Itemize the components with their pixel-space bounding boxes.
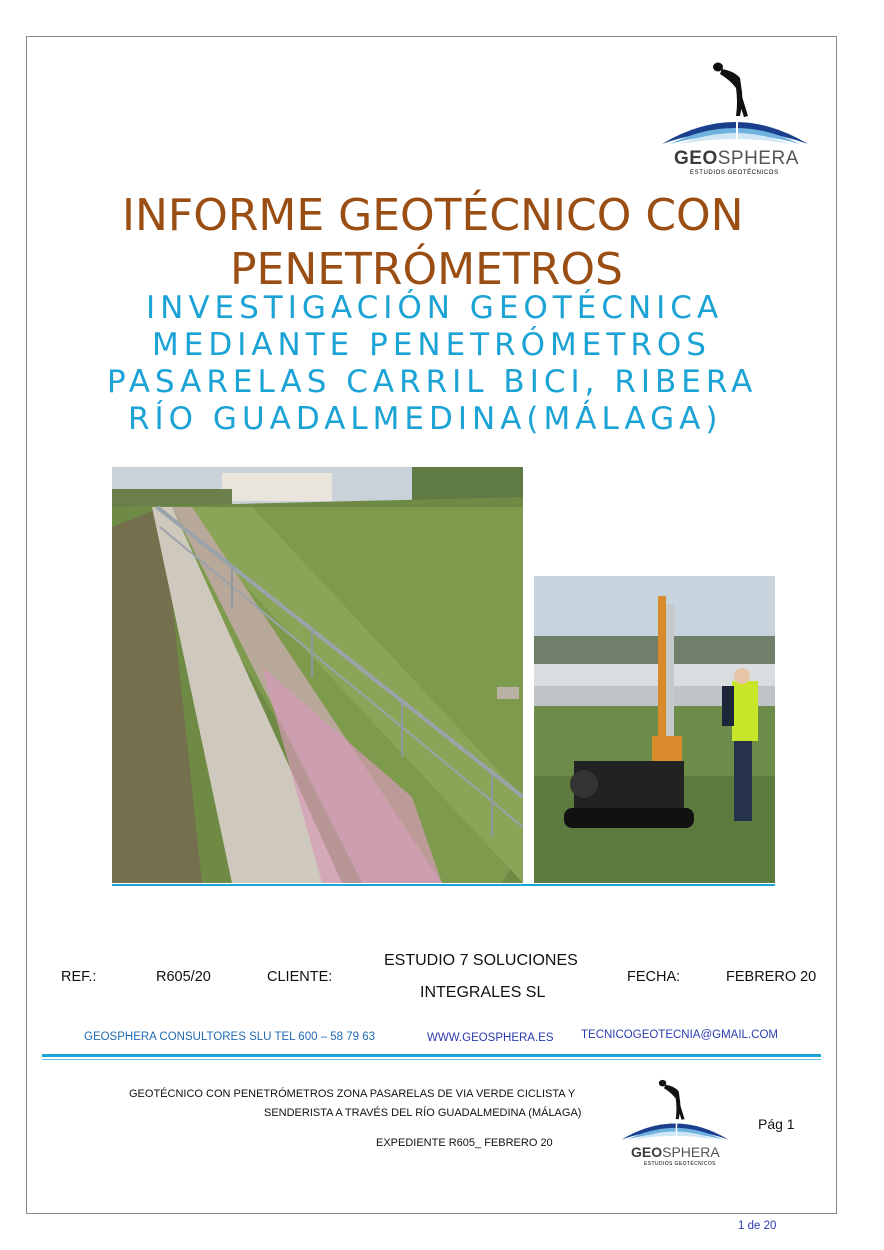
penetrometer-rig-photo bbox=[534, 576, 775, 883]
footer-rule-thin bbox=[42, 1059, 821, 1060]
logo-wordmark: GEOSPHERA bbox=[674, 148, 799, 169]
logo-figure-icon bbox=[620, 1078, 730, 1144]
report-title-line-1: INFORME GEOTÉCNICO CON bbox=[122, 190, 744, 241]
logo-tagline: ESTUDIOS GEOTÉCNICOS bbox=[690, 170, 779, 176]
logo-figure-icon bbox=[660, 60, 810, 150]
geosphera-logo bbox=[660, 60, 810, 180]
river-channel-photo bbox=[112, 467, 523, 883]
footer-description-line-2: SENDERISTA A TRAVÉS DEL RÍO GUADALMEDINA (MÁLAGA) bbox=[264, 1107, 582, 1119]
report-subtitle-line-2: MEDIANTE PENETRÓMETROS bbox=[152, 327, 711, 363]
date-label: FECHA: bbox=[627, 969, 681, 985]
page-counter: 1 de 20 bbox=[738, 1220, 777, 1232]
page-label: Pág 1 bbox=[758, 1116, 795, 1132]
report-title-line-2: PENETRÓMETROS bbox=[230, 244, 623, 295]
client-name-line-2: INTEGRALES SL bbox=[420, 984, 546, 1001]
footer-rule bbox=[42, 1054, 821, 1057]
date-value: FEBRERO 20 bbox=[726, 969, 817, 985]
ref-value: R605/20 bbox=[156, 969, 211, 985]
email-link[interactable]: TECNICOGEOTECNIA@GMAIL.COM bbox=[581, 1029, 778, 1041]
client-name-line-1: ESTUDIO 7 SOLUCIONES bbox=[384, 952, 578, 969]
client-label: CLIENTE: bbox=[267, 969, 333, 985]
website-link[interactable]: WWW.GEOSPHERA.ES bbox=[427, 1032, 554, 1044]
company-contact: GEOSPHERA CONSULTORES SLU TEL 600 – 58 79 63 bbox=[84, 1031, 376, 1043]
geosphera-logo-footer bbox=[620, 1078, 730, 1170]
report-subtitle-line-1: INVESTIGACIÓN GEOTÉCNICA bbox=[146, 290, 724, 326]
footer-description-line-1: GEOTÉCNICO CON PENETRÓMETROS ZONA PASARELAS DE VIA VERDE CICLISTA Y bbox=[129, 1088, 576, 1100]
expediente-text: EXPEDIENTE R605_ FEBRERO 20 bbox=[376, 1137, 553, 1149]
logo-tagline: ESTUDIOS GEOTÉCNICOS bbox=[644, 1161, 716, 1167]
logo-wordmark: GEOSPHERA bbox=[631, 1144, 720, 1160]
ref-label: REF.: bbox=[61, 969, 97, 985]
report-subtitle-line-4: RÍO GUADALMEDINA(MÁLAGA) bbox=[128, 401, 723, 437]
photo-divider bbox=[112, 884, 775, 886]
report-subtitle-line-3: PASARELAS CARRIL BICI, RIBERA bbox=[107, 364, 758, 400]
